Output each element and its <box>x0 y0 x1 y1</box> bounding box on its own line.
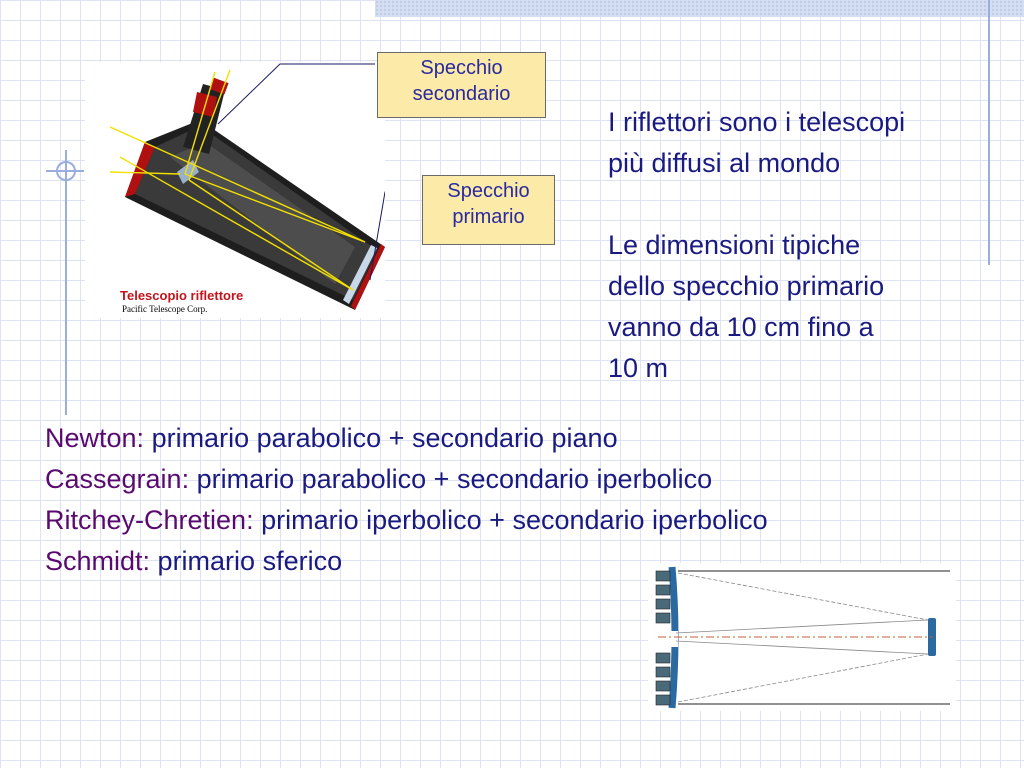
type-name: Schmidt: <box>45 546 151 576</box>
type-row-newton <box>45 418 995 459</box>
telescope-types-list <box>45 418 995 582</box>
para2-line1: Le dimensioni tipiche <box>608 230 861 260</box>
para1-line1: I riflettori sono i telescopi <box>608 107 906 137</box>
label-primary-line1: Specchio <box>447 180 530 202</box>
type-row-cassegrain <box>45 459 995 500</box>
type-desc: primario parabolico + secondario piano <box>144 423 618 453</box>
decorative-circle <box>56 161 76 181</box>
type-desc: primario iperbolico + secondario iperbolico <box>253 505 768 535</box>
type-desc: primario sferico <box>150 546 343 576</box>
para2-line2: dello specchio primario <box>608 271 885 301</box>
top-decorative-band <box>375 0 1024 17</box>
telescope-caption-title: Telescopio riflettore <box>120 288 244 303</box>
decorative-vertical-line-left <box>65 150 67 415</box>
label-primary-line2: primario <box>452 206 525 228</box>
telescope-caption-credit: Pacific Telescope Corp. <box>122 304 208 314</box>
type-name: Newton: <box>45 423 145 453</box>
type-desc: primario parabolico + secondario iperbolico <box>189 464 713 494</box>
type-row-ritchey-chretien <box>45 500 995 541</box>
optical-layout-diagram <box>648 563 956 711</box>
para2-line4: 10 m <box>608 353 669 383</box>
label-secondary-line1: Specchio <box>420 57 503 79</box>
description-text <box>608 102 1008 389</box>
label-primary-mirror <box>422 175 555 245</box>
para1-line2: più diffusi al mondo <box>608 148 841 178</box>
type-name: Cassegrain: <box>45 464 190 494</box>
para2-line3: vanno da 10 cm fino a <box>608 312 874 342</box>
label-secondary-line2: secondario <box>412 83 511 105</box>
reflector-telescope-illustration <box>85 62 385 318</box>
type-name: Ritchey-Chretien: <box>45 505 254 535</box>
label-secondary-mirror <box>377 52 546 118</box>
